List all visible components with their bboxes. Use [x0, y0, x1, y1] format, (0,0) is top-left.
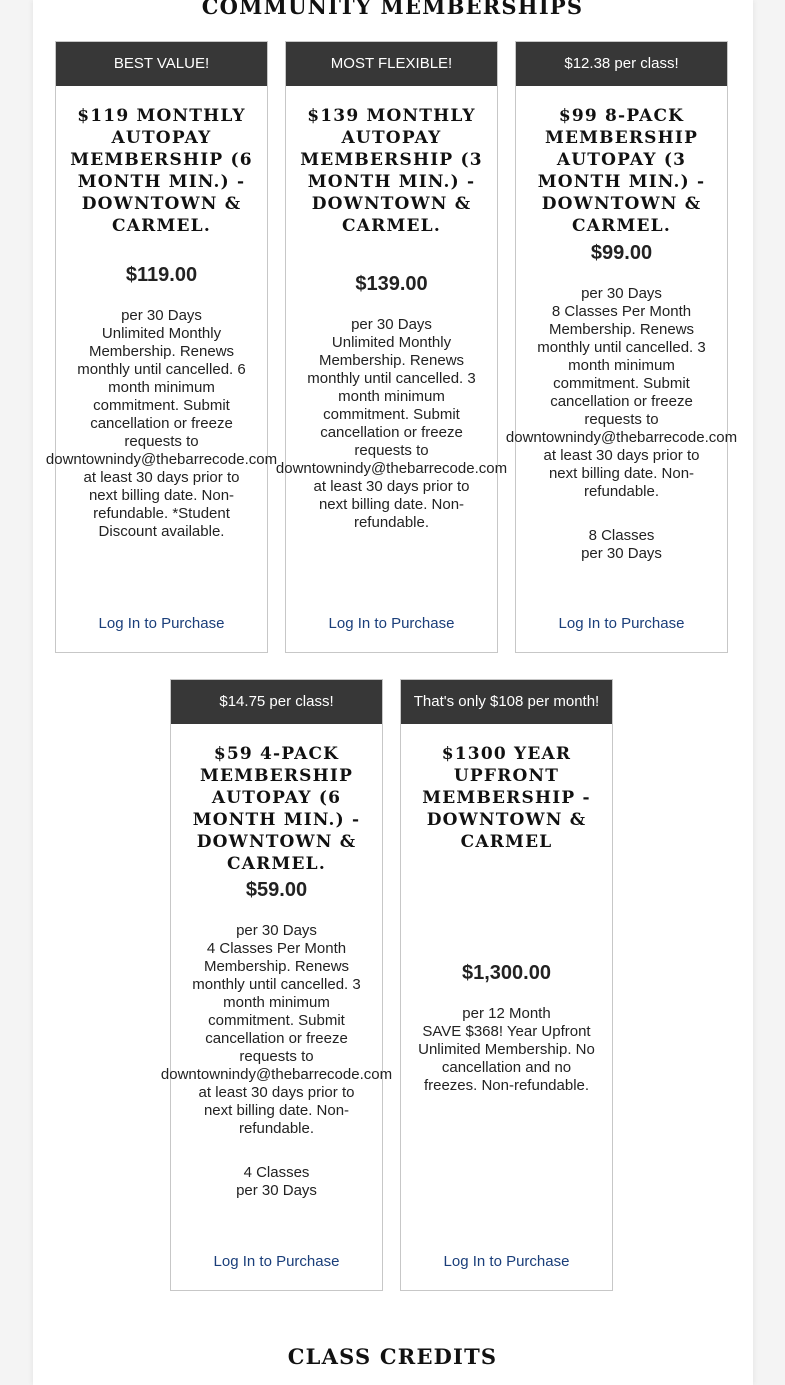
log-in-to-purchase-link[interactable]: Log In to Purchase [443, 1253, 570, 1270]
card-title: $99 8-PACK MEMBERSHIP AUTOPAY (3 MONTH MIN.) - DOWNTOWN & CARMEL. [537, 106, 706, 236]
card-title: $59 4-PACK MEMBERSHIP AUTOPAY (6 MONTH MIN.) - DOWNTOWN & CARMEL. [192, 744, 361, 874]
card-description-text: at least 30 days prior to next billing date. Non-refundable. [198, 1084, 355, 1137]
card-description-text: at least 30 days prior to next billing date. Non-refundable. *Student Discount available. [83, 469, 240, 540]
card-badge: That's only $108 per month! [401, 680, 612, 724]
card-price: $119.00 [125, 264, 198, 286]
card-price: $59.00 [245, 879, 308, 901]
card-description [160, 922, 393, 1138]
membership-card [45, 41, 278, 653]
card-classes-period: per 30 Days [236, 1182, 317, 1199]
card-badge: $14.75 per class! [171, 680, 382, 724]
card-title: $1300 YEAR UPFRONT MEMBERSHIP - DOWNTOWN & CARMEL [422, 744, 591, 852]
card-period: per 30 Days [581, 285, 662, 302]
card-period: per 30 Days [351, 316, 432, 333]
log-in-to-purchase-link[interactable]: Log In to Purchase [328, 615, 455, 632]
card-email: downtownindy@thebarrecode.com [160, 1066, 393, 1083]
memberships-section-title: COMMUNITY MEMBERSHIPS [201, 0, 584, 19]
card-description [275, 316, 508, 532]
card-classes-count: 4 Classes [243, 1164, 310, 1181]
card-email: downtownindy@thebarrecode.com [275, 460, 508, 477]
card-classes [516, 527, 727, 563]
card-period: per 30 Days [236, 922, 317, 939]
card-badge: $12.38 per class! [516, 42, 727, 86]
card-description-text: 8 Classes Per Month Membership. Renews monthly until cancelled. 3 month minimum commitment. Submit cancellation or freeze requests to [537, 303, 706, 428]
card-classes-count: 8 Classes [588, 527, 655, 544]
card-description [415, 1005, 598, 1095]
card-description-text: at least 30 days prior to next billing date. Non-refundable. [543, 447, 700, 500]
log-in-to-purchase-link[interactable]: Log In to Purchase [558, 615, 685, 632]
membership-card [160, 679, 393, 1291]
membership-card [400, 679, 613, 1291]
card-title: $139 MONTHLY AUTOPAY MEMBERSHIP (3 MONTH MIN.) - DOWNTOWN & CARMEL. [300, 106, 483, 236]
card-period: per 30 Days [121, 307, 202, 324]
card-description-text: Unlimited Monthly Membership. Renews monthly until cancelled. 6 month minimum commitment. Submit cancellation or freeze requests to [77, 325, 246, 450]
card-price: $99.00 [590, 242, 653, 264]
card-description-text: SAVE $368! Year Upfront Unlimited Membership. No cancellation and no freezes. Non-refundable. [418, 1023, 595, 1094]
card-description [45, 307, 278, 541]
log-in-to-purchase-link[interactable]: Log In to Purchase [213, 1253, 340, 1270]
class-credits-section-title: CLASS CREDITS [287, 1344, 498, 1369]
card-description-text: at least 30 days prior to next billing date. Non-refundable. [313, 478, 470, 531]
card-period: per 12 Month [462, 1005, 551, 1022]
card-email: downtownindy@thebarrecode.com [45, 451, 278, 468]
card-email: downtownindy@thebarrecode.com [505, 429, 738, 446]
card-price: $1,300.00 [462, 962, 551, 984]
card-description-text: 4 Classes Per Month Membership. Renews monthly until cancelled. 3 month minimum commitment. Submit cancellation or freeze requests to [192, 940, 361, 1065]
card-description-text: Unlimited Monthly Membership. Renews monthly until cancelled. 3 month minimum commitment. Submit cancellation or freeze requests to [307, 334, 476, 459]
card-description [505, 285, 738, 501]
card-badge: MOST FLEXIBLE! [286, 42, 497, 86]
membership-card [505, 41, 738, 653]
card-price: $139.00 [355, 273, 428, 295]
log-in-to-purchase-link[interactable]: Log In to Purchase [98, 615, 225, 632]
card-badge: BEST VALUE! [56, 42, 267, 86]
card-title: $119 MONTHLY AUTOPAY MEMBERSHIP (6 MONTH MIN.) - DOWNTOWN & CARMEL. [70, 106, 253, 236]
card-classes-period: per 30 Days [581, 545, 662, 562]
membership-card [275, 41, 508, 653]
card-classes [171, 1164, 382, 1200]
